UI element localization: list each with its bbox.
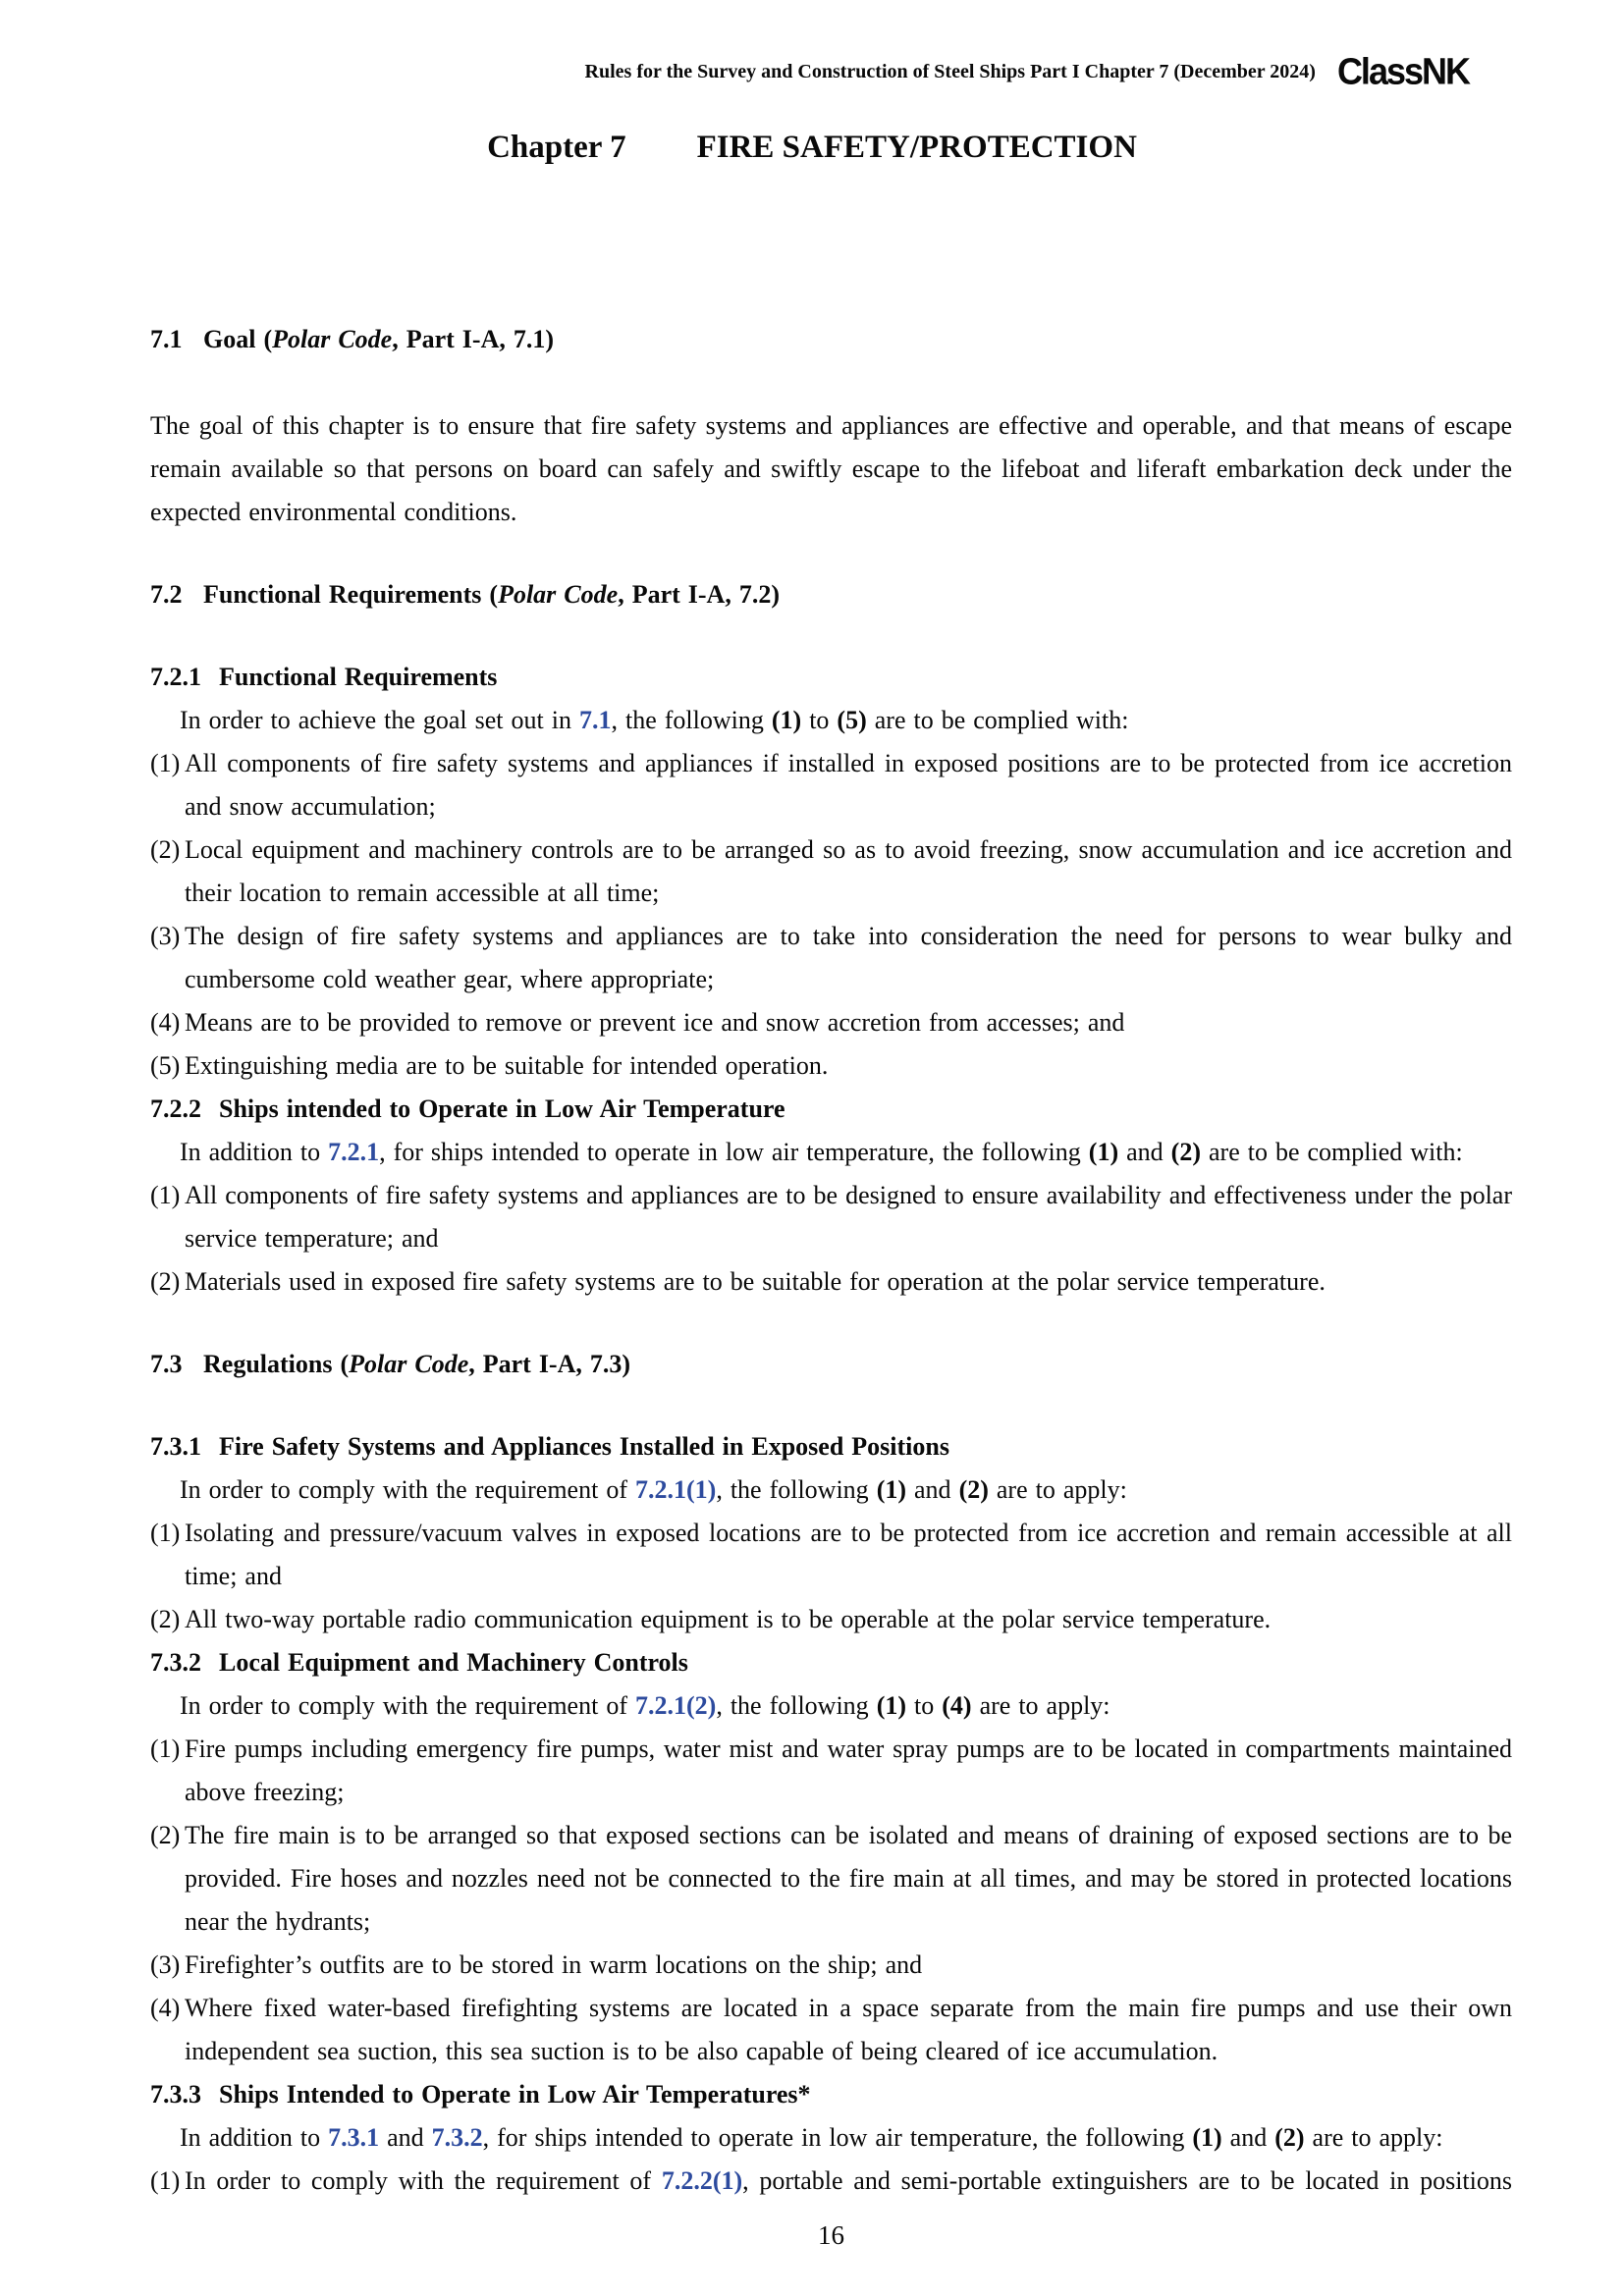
list-item-text: The fire main is to be arranged so that exposed sections can be isolated and means of draining of exposed sections are to be provided. Fire hoses and nozzles need not be connected to the fire main at all times, and may be stored in protected locations near the hydrants; [185,1821,1512,1936]
ref-link-7-3-1[interactable]: 7.3.1 [328,2123,380,2152]
list-item-7-2-2-1 [150,1174,1512,1260]
intro-text: to [801,706,838,734]
subsection-7-3-3-heading [150,2073,1512,2116]
page-content [150,318,1512,2203]
section-7-2-heading [150,573,1512,616]
list-item-text: The design of fire safety systems and appliances are to take into consideration the need for persons to wear bulky and cumbersome cold weather gear, where appropriate; [185,922,1512,993]
intro-text: and [379,2123,432,2152]
subsection-7-3-2-heading [150,1641,1512,1684]
list-item-7-2-1-2 [150,828,1512,915]
intro-text: and [1221,2123,1275,2152]
intro-bold-number: (2) [1274,2123,1305,2152]
list-item-7-2-1-1 [150,742,1512,828]
list-item-text: Local equipment and machinery controls are to be arranged so as to avoid freezing, snow accumulation and ice accretion and their location to remain accessible at all time; [185,835,1512,907]
page-number: 16 [818,2220,844,2250]
subsection-title: Ships intended to Operate in Low Air Temperature [219,1095,785,1123]
intro-text: In addition to [180,2123,329,2152]
title-text: , Part I-A, 7.3) [468,1350,631,1378]
ref-link-7-2-1-2[interactable]: 7.2.1(2) [634,1691,717,1720]
subsection-7-3-1-heading [150,1425,1512,1468]
intro-text: are to apply: [1304,2123,1443,2152]
ref-link-7-2-1[interactable]: 7.2.1 [328,1138,380,1166]
intro-text: are to apply: [971,1691,1110,1720]
list-item-text [185,2160,1512,2203]
ref-link-7-3-2[interactable]: 7.3.2 [431,2123,483,2152]
intro-bold-number: (2) [958,1475,989,1504]
list-item-text: Isolating and pressure/vacuum valves in exposed locations are to be protected from ice accretion and remain accessible at all time; and [185,1519,1512,1590]
list-item-text: Means are to be provided to remove or prevent ice and snow accretion from accesses; and [185,1008,1125,1037]
list-marker: (1) [150,1735,181,1763]
list-item-text: Extinguishing media are to be suitable for intended operation. [185,1051,829,1080]
section-number: 7.1 [150,325,183,353]
list-text-segment: , portable and semi-portable extinguishers are to be located in positions [742,2166,1512,2195]
subsection-number: 7.2.1 [150,663,201,691]
subsection-7-2-2-heading [150,1088,1512,1131]
intro-bold-number: (1) [771,706,802,734]
intro-7-3-1 [150,1468,1512,1512]
subsection-7-2-1-heading [150,656,1512,699]
chapter-title: FIRE SAFETY/PROTECTION [696,130,1137,165]
list-marker: (1) [150,1181,181,1209]
list-item-text: Where fixed water-based firefighting systems are located in a space separate from the main fire pumps and use their own independent sea suction, this sea suction is to be also capable of being cleared of ice accumulation. [185,1994,1512,2065]
intro-7-2-1 [150,699,1512,742]
intro-text: and [906,1475,959,1504]
list-item-text: All components of fire safety systems and appliances if installed in exposed positions are to be protected from ice accretion and snow accumulation; [185,749,1512,821]
list-item-7-2-2-2 [150,1260,1512,1304]
list-marker: (2) [150,1267,181,1296]
subsection-title: Ships Intended to Operate in Low Air Temperatures* [219,2080,811,2109]
section-number: 7.3 [150,1350,183,1378]
title-italic-polar-code: Polar Code [349,1350,469,1378]
title-text: , Part I-A, 7.2) [618,580,780,609]
intro-bold-number: (5) [837,706,867,734]
list-text-segment: In order to comply with the requirement of [185,2166,662,2195]
subsection-number: 7.2.2 [150,1095,201,1123]
list-item-7-2-1-5 [150,1044,1512,1088]
intro-text: are to be complied with: [1201,1138,1463,1166]
title-text: , Part I-A, 7.1) [392,325,555,353]
subsection-title: Fire Safety Systems and Appliances Installed in Exposed Positions [219,1432,949,1461]
list-item-text: All components of fire safety systems and appliances are to be designed to ensure availability and effectiveness under the polar service temperature; and [185,1181,1512,1253]
list-marker: (1) [150,2166,181,2195]
title-text: Regulations ( [203,1350,350,1378]
intro-bold-number: (4) [942,1691,972,1720]
list-item-7-3-1-1 [150,1512,1512,1598]
intro-text: are to apply: [988,1475,1127,1504]
intro-bold-number: (1) [1088,1138,1119,1166]
ref-link-7-1[interactable]: 7.1 [578,706,612,734]
list-marker: (2) [150,1821,181,1849]
intro-text: In order to comply with the requirement of [180,1691,635,1720]
intro-text: In order to achieve the goal set out in [180,706,579,734]
intro-bold-number: (1) [1192,2123,1222,2152]
list-item-7-3-1-2 [150,1598,1512,1641]
intro-text: to [906,1691,943,1720]
intro-bold-number: (2) [1170,1138,1201,1166]
list-item-7-2-1-4 [150,1001,1512,1044]
chapter-number: Chapter 7 [487,130,626,165]
intro-text: In order to comply with the requirement of [180,1475,635,1504]
list-item-text: All two-way portable radio communication equipment is to be operable at the polar service temperature. [185,1605,1272,1633]
section-number: 7.2 [150,580,183,609]
list-marker: (5) [150,1051,181,1080]
page-footer [150,2220,1512,2251]
intro-text: and [1118,1138,1171,1166]
intro-bold-number: (1) [876,1691,907,1720]
list-item-7-3-3-1 [150,2160,1512,2203]
list-item-text: Fire pumps including emergency fire pumps, water mist and water spray pumps are to be located in compartments maintained above freezing; [185,1735,1512,1806]
section-7-1-heading [150,318,1512,361]
section-title [203,325,554,353]
ref-link-7-2-1-1[interactable]: 7.2.1(1) [634,1475,717,1504]
list-marker: (2) [150,1605,181,1633]
list-marker: (4) [150,1008,181,1037]
list-marker: (4) [150,1994,181,2022]
intro-text: , the following [716,1691,877,1720]
title-text: Goal ( [203,325,273,353]
list-item-text: Materials used in exposed fire safety systems are to be suitable for operation at the polar service temperature. [185,1267,1326,1296]
list-marker: (3) [150,1950,181,1979]
intro-text: , for ships intended to operate in low air temperature, the following [379,1138,1089,1166]
list-item-7-3-2-2 [150,1814,1512,1944]
title-text: Functional Requirements ( [203,580,499,609]
ref-link-7-2-2-1[interactable]: 7.2.2(1) [661,2166,743,2195]
list-item-7-3-2-3 [150,1944,1512,1987]
list-marker: (3) [150,922,181,950]
subsection-number: 7.3.2 [150,1648,201,1677]
classnk-logo: ClassNK [1336,49,1469,92]
header-title: Rules for the Survey and Construction of Steel Ships Part I Chapter 7 (December 2024) [584,60,1316,82]
section-title [203,580,780,609]
intro-text: are to be complied with: [866,706,1129,734]
paragraph-7-1-goal: The goal of this chapter is to ensure that fire safety systems and appliances are effective and operable, and that means of escape remain available so that persons on board can safely and swiftly escape to the lifeboat and liferaft embarkation deck under the expected environmental conditions. [150,411,1512,526]
section-7-3-heading [150,1343,1512,1386]
chapter-heading [0,124,1624,171]
intro-7-3-2 [150,1684,1512,1728]
intro-text: , the following [716,1475,877,1504]
intro-7-2-2 [150,1131,1512,1174]
list-item-7-3-2-1 [150,1728,1512,1814]
intro-text: In addition to [180,1138,329,1166]
subsection-number: 7.3.3 [150,2080,201,2109]
intro-7-3-3 [150,2116,1512,2160]
title-italic-polar-code: Polar Code [498,580,619,609]
intro-bold-number: (1) [876,1475,907,1504]
title-italic-polar-code: Polar Code [272,325,393,353]
list-item-7-2-1-3 [150,915,1512,1001]
intro-text: , for ships intended to operate in low air temperature, the following [482,2123,1193,2152]
intro-text: , the following [611,706,772,734]
list-marker: (1) [150,1519,181,1547]
list-marker: (2) [150,835,181,864]
subsection-number: 7.3.1 [150,1432,201,1461]
list-item-text: Firefighter’s outfits are to be stored in warm locations on the ship; and [185,1950,923,1979]
list-marker: (1) [150,749,181,777]
list-item-7-3-2-4 [150,1987,1512,2073]
subsection-title: Local Equipment and Machinery Controls [219,1648,688,1677]
page-header [585,51,1469,92]
section-title [203,1350,630,1378]
subsection-title: Functional Requirements [219,663,498,691]
